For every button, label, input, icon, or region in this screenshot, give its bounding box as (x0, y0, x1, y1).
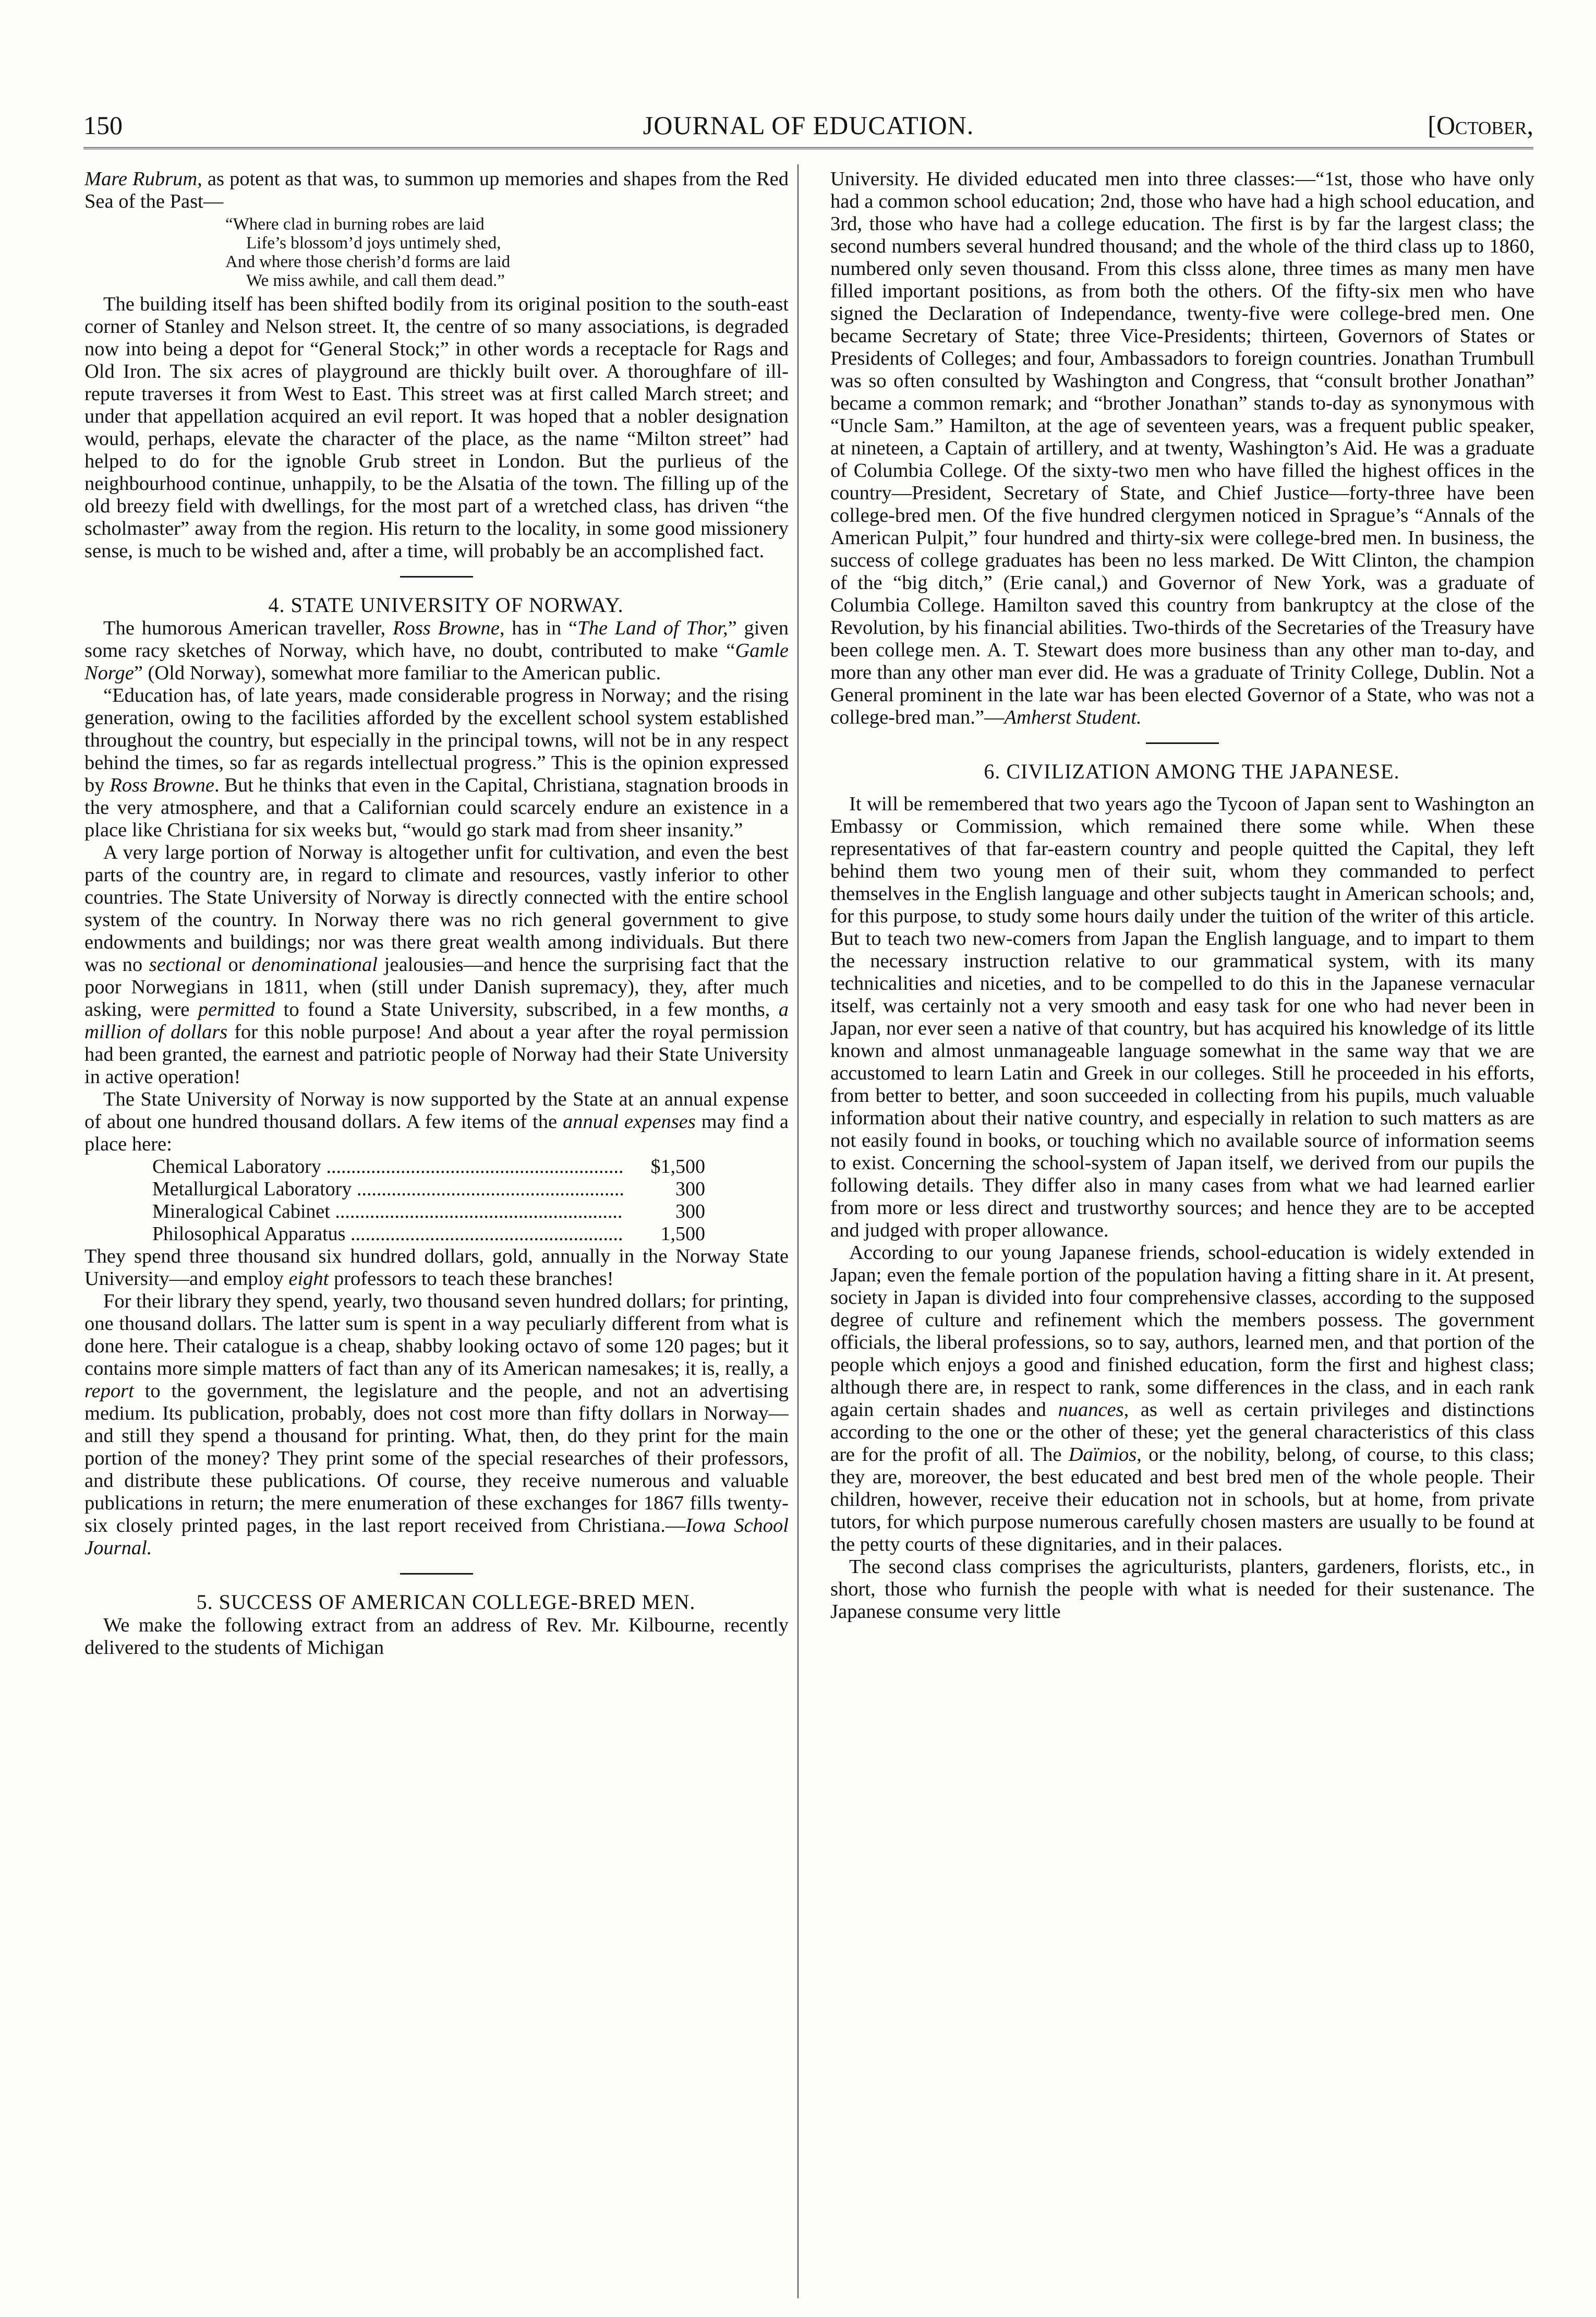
emphasis: denominational (251, 954, 378, 976)
section-separator (400, 1573, 473, 1575)
author-name: Ross Browne (110, 774, 214, 796)
section-6-paragraph-3: The second class comprises the agriculturists, planters, gardeners, florists, etc., in short, those who furnish the people with what is needed for their sustenance. The Japanese consume very little (830, 1556, 1534, 1623)
expense-amount: 300 (675, 1200, 705, 1222)
section-6-paragraph-1: It will be remembered that two years ago the Tycoon of Japan sent to Washington an Embassy or Commission, which remained there some while. When these representatives of that far-eastern country and people quitted the Capital, they left behind them two young men of their suit, whom they commanded to perfect themselves in the English language and other subjects taught in American schools; and, for this purpose, to study some hours daily under the tuition of the writer of this article. But to teach two new-comers from Japan the English language, and to impart to them the necessary instruction relative to our grammatical system, with its many technicalities and niceties, and to be compelled to do this in the Japanese vernacular itself, was certainly not a very smooth and easy task for one who had never been in Japan, nor ever seen a native of that country, but has acquired his knowledge of its little known and almost unmanageable language somewhat in the same way that we are accustomed to learn Latin and Greek in our colleges. Still he proceeded in his efforts, from better to better, and soon succeeded in collecting from his pupils, much valuable information about their native country, and especially in relation to such matters as are not easily found in books, or touching which no available source of information seems to exist. Concerning the school-system of Japan itself, we derived from our pupils the following details. They differ also in many cases from what we had learned earlier from more or less direct and trustworthy sources; and hence they are to be accepted and judged with proper allowance. (830, 793, 1534, 1241)
journal-title: JOURNAL OF EDUCATION. (643, 111, 974, 140)
section-separator (1146, 742, 1219, 744)
emphasis: Daïmios (1068, 1444, 1137, 1466)
expense-row (152, 1223, 705, 1245)
verse-line: Life’s blossom’d joys untimely shed, (246, 234, 501, 253)
book-title: The Land of Thor, (577, 617, 728, 639)
text-run: They spend three thousand six hundred dollars, gold, annually in the Norway State University—and employ (84, 1245, 789, 1290)
text-run: ” (Old Norway), somewhat more familiar to the American public. (134, 662, 661, 684)
section-4-paragraph-1 (84, 617, 789, 685)
left-column (84, 168, 789, 2302)
text-run: The State University of Norway is now supported by the State at an annual expense of about one hundred thousand dollars. A few items of the (84, 1088, 789, 1133)
header-rule (83, 147, 1533, 149)
norse-name: Gamle Norge (84, 640, 789, 684)
source-citation: Iowa School Journal. (84, 1515, 789, 1559)
intro-paragraph (84, 168, 789, 213)
text-run: to found a State University, subscribed, in a few months, (283, 999, 770, 1021)
section-4-paragraph-5 (84, 1245, 789, 1290)
section-4-heading: 4. STATE UNIVERSITY OF NORWAY. (268, 593, 624, 617)
section-6-paragraph-2 (830, 1242, 1534, 1556)
column-divider (797, 164, 799, 2298)
expense-item: Philosophical Apparatus ..... (152, 1223, 624, 1245)
text-run: ” given some racy sketches of Norway, which have, no doubt, contributed to make “ (84, 617, 789, 662)
section-6-heading: 6. CIVILIZATION AMONG THE JAPANESE. (984, 760, 1400, 783)
expense-amount: 1,500 (660, 1223, 705, 1245)
text-run: or (228, 954, 245, 976)
emphasis: annual expenses (563, 1111, 696, 1133)
building-paragraph: The building itself has been shifted bodily from its original position to the south-east corner of Stanley and Nelson street. It, the centre of so many associations, is degraded now into being a depot for “General Stock;” in other words a receptacle for Rags and Old Iron. The six acres of playground are thickly built over. A thoroughfare of ill-repute traverses it from West to East. This street was at first called March street; and under that appellation acquired an evil report. It was hoped that a nobler designation would, perhaps, elevate the character of the place, as the name “Milton street” had helped to do for the ignoble Grub street in London. But the purlieus of the neighbourhood continue, unhappily, to be the Alsatia of the town. The filling up of the old breezy field with dwellings, for the most part of a wretched class, has driven “the scholmaster” away from the region. His return to the locality, in some good missionery sense, is much to be wished and, after a time, will probably be an accomplished fact. (84, 293, 789, 562)
text-run: For their library they spend, yearly, two thousand seven hundred dollars; for printing, one thousand dollars. The latter sum is spent in a way peculiarly different from what is done here. Their catalogue is a cheap, shabby looking octavo of some 120 pages; but it contains more simple matters of fact than any of its American namesakes; it is, really, a (84, 1290, 789, 1379)
author-name: Ross Browne (392, 617, 500, 639)
expense-row (152, 1156, 705, 1178)
text-run: According to our young Japanese friends, school-education is widely extended in Japan; even the female portion of the population having a fitting share in it. At present, society in Japan is divided into four comprehensive classes, according to the supposed degree of culture and refinement which the members possess. The government officials, the liberal professions, so to say, authors, learned men, and that portion of the people which enjoys a good and finished education, form the first and highest class; although there are, in respect to rank, some differences in the class, and in each rank again certain shades and (830, 1242, 1534, 1421)
page-header (83, 107, 1533, 143)
section-5-paragraph-1: We make the following extract from an address of Rev. Mr. Kilbourne, recently delivered to the students of Michigan (84, 1614, 789, 1659)
section-4-paragraph-4 (84, 1088, 789, 1156)
text-run: University. He divided educated men into three classes:—“1st, those who have only had a common school education; 2nd, those who have had a high school education, and 3rd, those who have had a college education. The first is by far the largest class; the second numbers several hundred thousand; and the whole of the third class up to 1860, numbered only seven thousand. From this clsss alone, three times as many men have filled important positions, as from both the others. Of the fifty-six men who have signed the Declaration of Independance, twenty-five were college-bred men. One became Secretary of State; three Vice-Presidents; thirteen, Governors of States or Presidents of Colleges; and four, Ambassadors to foreign countries. Jonathan Trumbull was so often consulted by Washington and Congress, that “consult brother Jonathan” became a common remark; and “brother Jonathan” stands to-day as synonymous with “Uncle Sam.” Hamilton, at the age of seventeen years, was a frequent public speaker, at nineteen, a Captain of artillery, and at twenty, Washington’s Aid. He was a graduate of Columbia College. Of the sixty-two men who have filled the highest offices in the country—President, Secretary of State, and Chief Justice—forty-three have been college-bred men. Of the five hundred clergymen noticed in Sprague’s “Annals of the American Pulpit,” four hundred and thirty-six were college-bred men. In business, the success of college graduates has been no less marked. De Witt Clinton, the champion of the “big ditch,” (Erie canal,) and Governor of New York, was a graduate of Columbia College. Hamilton saved this country from bankruptcy at the close of the Revolution, by his financial abilities. Two-thirds of the Secretaries of the Treasury have been college men. A. T. Stewart does more business than any other man to-day, and more than any other man ever did. He was a graduate of Trinity College, Dublin. Not a General prominent in the late war has been elected Governor of a State, who was not a college-bred man.”— (830, 168, 1534, 728)
expense-row (152, 1178, 705, 1200)
emphasis: permitted (198, 999, 275, 1021)
expense-item: Mineralogical Cabinet ..... (152, 1200, 624, 1223)
issue-month: [October, (1428, 111, 1533, 140)
expense-row (152, 1200, 705, 1223)
page-number: 150 (83, 111, 123, 140)
section-4-paragraph-6 (84, 1290, 789, 1559)
section-5-heading: 5. SUCCESS OF AMERICAN COLLEGE-BRED MEN. (196, 1590, 696, 1614)
expenses-table (152, 1156, 705, 1245)
section-4-paragraph-3 (84, 842, 789, 1088)
text-run: to the government, the legislature and the people, and not an advertising medium. Its publication, probably, does not cost more than fifty dollars in Norway—and still they spend a thousand for printing. What, then, do they print for the main portion of the money? They print some of the special researches of their professors, and distribute these publications. Of course, they receive numerous and valuable publications in return; the mere enumeration of these exchanges for 1867 fills twenty-six closely printed pages, in the last report received from Christiana.— (84, 1380, 789, 1536)
section-5-continuation (830, 168, 1534, 729)
text-run: , as well as certain privileges and distinctions according to the one or the other of these; yet the general characteristics of this class are for the profit of all. The (830, 1399, 1534, 1466)
emphasis: a million of dollars (84, 999, 789, 1043)
text-run: for this noble purpose! And about a year after the royal permission had been granted, the earnest and patriotic people of Norway had their State University in active operation! (84, 1021, 789, 1088)
text-run: The humorous American traveller, (103, 617, 386, 639)
expense-item: Chemical Laboratory ..... (152, 1156, 624, 1178)
source-citation: Amherst Student. (1004, 706, 1142, 728)
text-run: , or the nobility, belong, of course, to this class; they are, moreover, the best educated and best bred men of the whole people. Their children, however, receive their education not in schools, but at home, from private tutors, for which purpose numerous carefully chosen masters are usually to be found at the petty courts of these dignitaries, and in their palaces. (830, 1444, 1534, 1555)
emphasis: sectional (149, 954, 222, 976)
expense-amount: $1,500 (650, 1156, 705, 1178)
emphasis: report (84, 1380, 134, 1402)
text-run: . But he thinks that even in the Capital, Christiana, stagnation broods in the very atmosphere, and that a Californian could scarcely endure an existence in a place like Christiana for six weeks but, “would go stark mad from sheer insanity.” (84, 774, 789, 841)
text-run: A very large portion of Norway is altogether unfit for cultivation, and even the best parts of the country are, in regard to climate and resources, vastly inferior to other countries. The State University of Norway is directly connected with the entire school system of the country. In Norway there was no rich general government to give endowments and buildings; nor was there great wealth among individuals. But there was no (84, 842, 789, 976)
latin-phrase: Mare Rubrum (84, 168, 198, 190)
heading-spacer (830, 784, 1534, 793)
expense-item: Metallurgical Laboratory ..... (152, 1178, 624, 1200)
text-run: “Education has, of late years, made considerable progress in Norway; and the rising generation, owing to the facilities afforded by the excellent school system established throughout the country, but especially in the principal towns, will not be in any respect behind the times, so far as regards intellectual progress.” This is the opinion expressed by (84, 685, 789, 796)
emphasis: eight (288, 1268, 329, 1290)
text-run: may find a place here: (84, 1111, 789, 1155)
text-run: professors to teach these branches! (333, 1268, 614, 1290)
section-separator (400, 576, 473, 578)
verse-line: “Where clad in burning robes are laid (225, 215, 485, 234)
expense-amount: 300 (675, 1178, 705, 1200)
text-run: , has in “ (499, 617, 578, 639)
verse-line: We miss awhile, and call them dead.” (246, 271, 505, 290)
intro-text: Mare Rubrum, as potent as that was, to summon up memories and shapes from the Red Sea of the Past— (84, 168, 789, 212)
emphasis: nuances (1058, 1399, 1124, 1421)
text-run: jealousies—and hence the surprising fact that the poor Norwegians in 1811, when (still under Danish supremacy), they, after much asking, were (84, 954, 789, 1021)
verse-line: And where those cherish’d forms are laid (225, 253, 511, 271)
verse-block (84, 215, 789, 290)
right-column (830, 168, 1534, 2302)
section-4-paragraph-2 (84, 685, 789, 842)
